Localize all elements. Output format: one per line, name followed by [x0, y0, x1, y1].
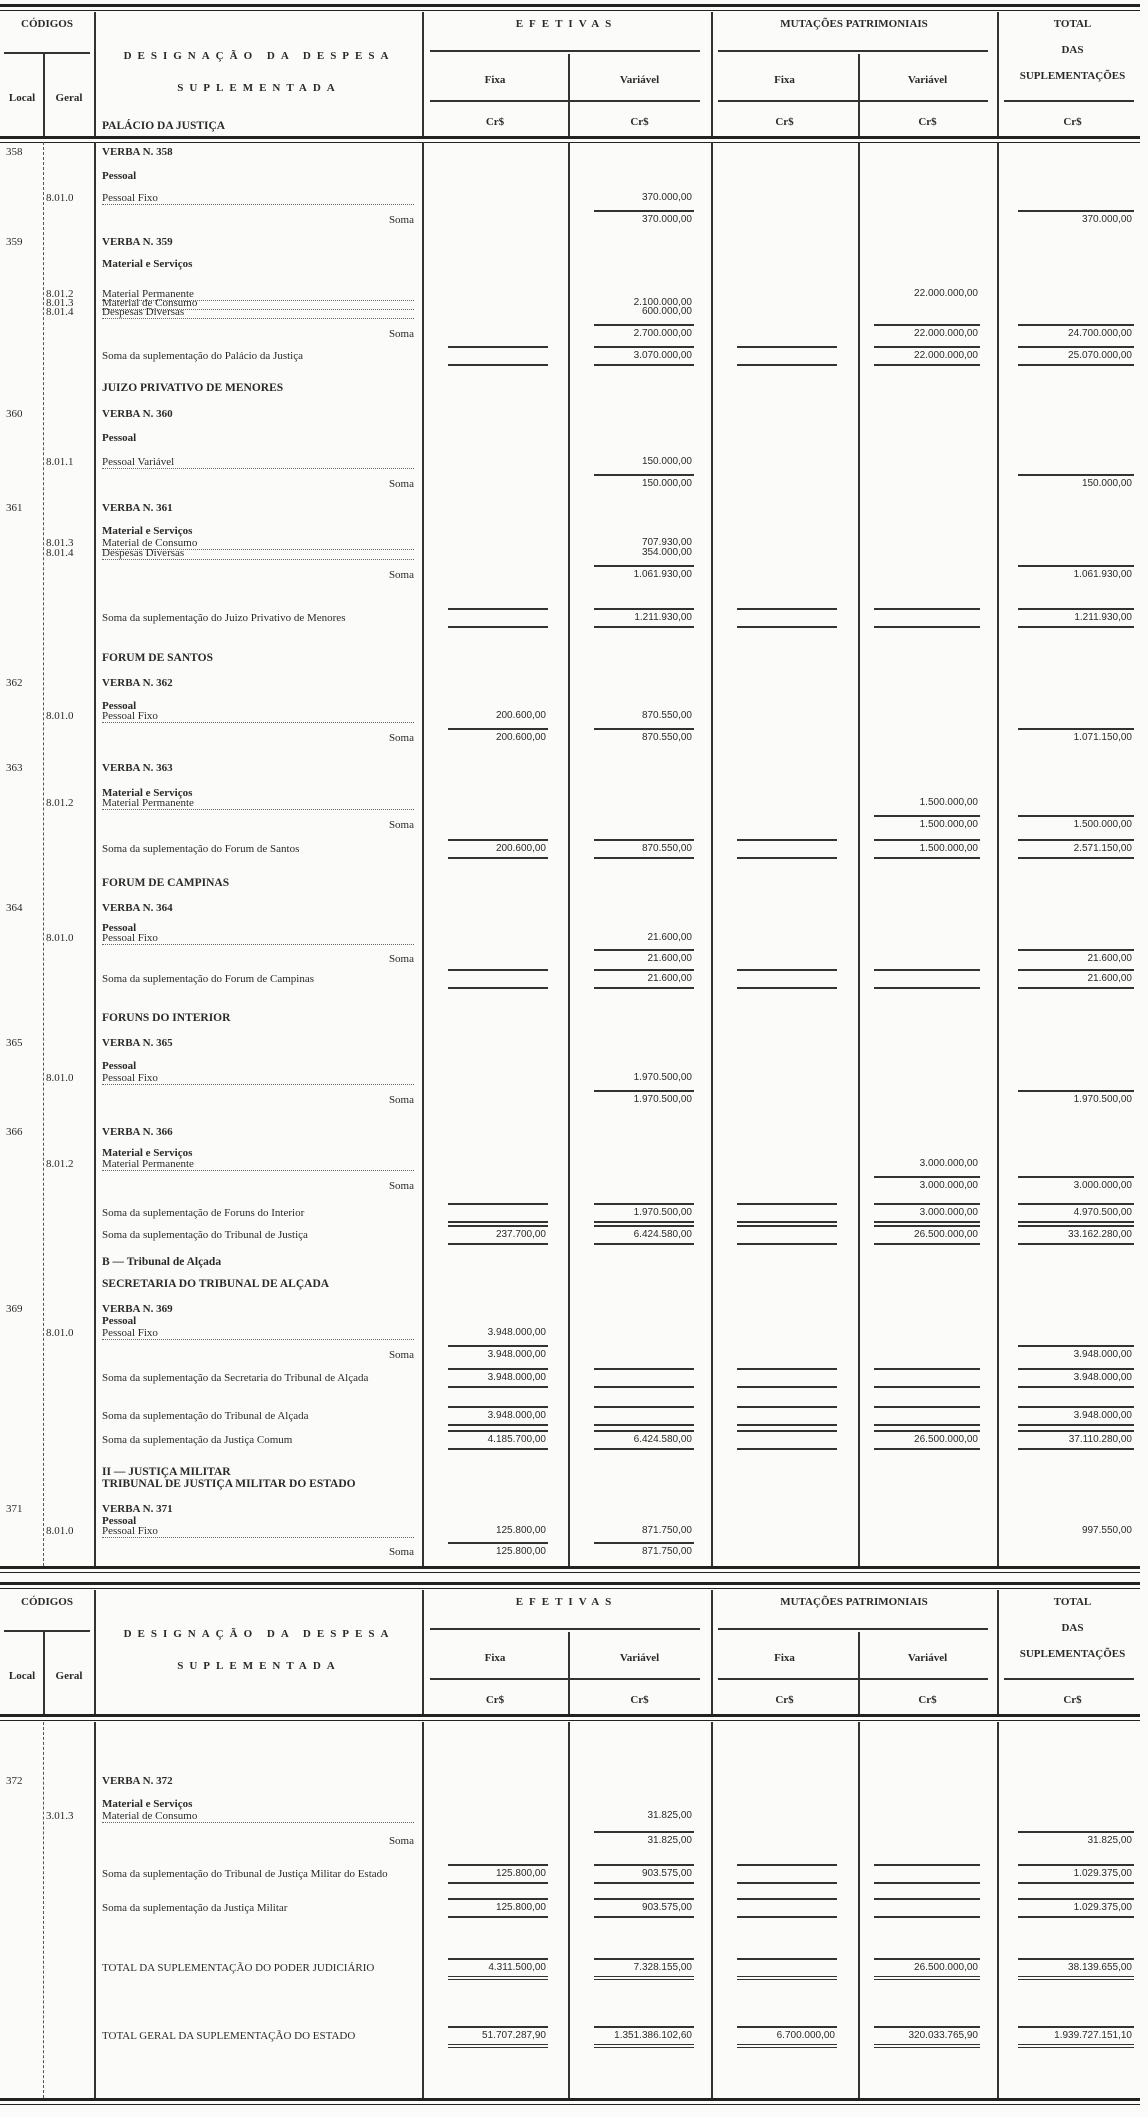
total-value: 31.825,00: [1018, 1831, 1134, 1847]
total-value: 1.211.930,00: [1018, 608, 1134, 628]
header-total-das: DAS: [1061, 44, 1084, 56]
expense-designation: VERBA N. 371: [102, 1503, 173, 1515]
efetivas-fixa-value: [448, 1203, 548, 1223]
expense-designation: VERBA N. 364: [102, 902, 173, 914]
total-value: 24.700.000,00: [1018, 324, 1134, 340]
efetivas-variavel-value: 370.000,00: [594, 210, 694, 226]
column-rule: [422, 1722, 424, 2098]
expense-designation: VERBA N. 363: [102, 762, 173, 774]
column-rule: [858, 1722, 860, 2098]
code-geral: 8.01.2: [46, 797, 74, 809]
expense-designation: Soma da suplementação do Palácio da Justiça: [102, 350, 303, 362]
expense-designation: Soma da suplementação da Secretaria do Tribunal de Alçada: [102, 1372, 369, 1384]
expense-designation: Soma: [388, 953, 414, 965]
expense-designation: Soma: [388, 1546, 414, 1558]
efetivas-fixa-value: 4.185.700,00: [448, 1430, 548, 1450]
efetivas-fixa-value: 51.707.287,90: [448, 2026, 548, 2048]
expense-designation: Pessoal: [102, 1315, 137, 1327]
expense-designation: PALÁCIO DA JUSTIÇA: [102, 120, 226, 132]
header-currency: Cr$: [918, 116, 937, 128]
mutacoes-fixa-value: [737, 1225, 837, 1245]
expense-designation: Soma da suplementação do Tribunal de Alçada: [102, 1410, 309, 1422]
total-value: 3.000.000,00: [1018, 1176, 1134, 1192]
expense-designation: Soma da suplementação do Tribunal de Justiça Militar do Estado: [102, 1868, 388, 1880]
total-value: 150.000,00: [1018, 474, 1134, 490]
efetivas-variavel-value: 871.750,00: [594, 1542, 694, 1558]
expense-designation: Material de Consumo: [102, 297, 414, 310]
efetivas-variavel-value: [594, 1406, 694, 1426]
expense-designation: Pessoal Fixo: [102, 192, 414, 205]
column-rule: [997, 142, 999, 1566]
expense-designation: Pessoal: [102, 1515, 137, 1527]
efetivas-fixa-value: 3.948.000,00: [448, 1406, 548, 1426]
expense-designation: VERBA N. 359: [102, 236, 173, 248]
efetivas-variavel-value: 2.100.000,00: [633, 297, 692, 308]
expense-designation: Soma da suplementação do Tribunal de Justiça: [102, 1229, 308, 1241]
efetivas-fixa-value: 4.311.500,00: [448, 1958, 548, 1980]
efetivas-fixa-value: 3.948.000,00: [487, 1327, 546, 1338]
mutacoes-fixa-value: [737, 346, 837, 366]
efetivas-variavel-value: 21.600,00: [647, 932, 692, 943]
header-geral: Geral: [55, 1670, 83, 1682]
header-designacao-2: SUPLEMENTADA: [177, 1660, 341, 1672]
expense-designation: Pessoal: [102, 432, 137, 444]
code-geral: 8.01.4: [46, 547, 74, 559]
mutacoes-variavel-value: 320.033.765,90: [874, 2026, 980, 2048]
code-local: 364: [6, 902, 23, 914]
code-local: 366: [6, 1126, 23, 1138]
expense-designation: Pessoal: [102, 922, 137, 934]
total-value: 1.939.727.151,10: [1018, 2026, 1134, 2048]
expense-designation: Material de Consumo: [102, 537, 414, 550]
expense-designation: TRIBUNAL DE JUSTIÇA MILITAR DO ESTADO: [102, 1478, 356, 1490]
code-geral: 8.01.0: [46, 710, 74, 722]
mutacoes-variavel-value: [874, 1864, 980, 1884]
expense-designation: Soma: [388, 732, 414, 744]
total-value: 33.162.280,00: [1018, 1225, 1134, 1245]
code-local: 361: [6, 502, 23, 514]
expense-designation: Soma da suplementação da Justiça Comum: [102, 1434, 293, 1446]
mutacoes-fixa-value: [737, 1958, 837, 1980]
efetivas-variavel-value: 6.424.580,00: [594, 1225, 694, 1245]
efetivas-variavel-value: 31.825,00: [647, 1810, 692, 1821]
total-value: 38.139.655,00: [1018, 1958, 1134, 1980]
total-value: 1.061.930,00: [1018, 565, 1134, 581]
expense-designation: JUIZO PRIVATIVO DE MENORES: [102, 382, 284, 394]
column-rule: [422, 142, 424, 1566]
code-geral: 8.01.4: [46, 306, 74, 318]
header-currency: Cr$: [630, 116, 649, 128]
efetivas-fixa-value: 3.948.000,00: [448, 1368, 548, 1388]
expense-designation: B — Tribunal de Alçada: [102, 1256, 222, 1268]
mutacoes-variavel-value: [874, 608, 980, 628]
efetivas-variavel-value: 7.328.155,00: [594, 1958, 694, 1980]
efetivas-variavel-value: 354.000,00: [641, 547, 692, 558]
expense-designation: Soma: [388, 1349, 414, 1361]
header-designacao: DESIGNAÇÃO DA DESPESA: [123, 1628, 395, 1640]
efetivas-fixa-value: 125.800,00: [448, 1542, 548, 1558]
expense-designation: Soma da suplementação do Forum de Campinas: [102, 973, 315, 985]
column-rule: [711, 1722, 713, 2098]
total-value: 21.600,00: [1018, 949, 1134, 965]
code-geral: 8.01.2: [46, 288, 74, 300]
expense-designation: VERBA N. 360: [102, 408, 173, 420]
total-value: 37.110.280,00: [1018, 1430, 1134, 1450]
mutacoes-variavel-value: 26.500.000,00: [874, 1958, 980, 1980]
column-rule: [43, 142, 44, 1566]
expense-designation: Soma: [388, 819, 414, 831]
mutacoes-variavel-value: 22.000.000,00: [874, 324, 980, 340]
total-value: 1.029.375,00: [1018, 1864, 1134, 1884]
efetivas-variavel-value: [594, 1368, 694, 1388]
efetivas-variavel-value: 1.351.386.102,60: [594, 2026, 694, 2048]
mutacoes-variavel-value: 3.000.000,00: [919, 1158, 978, 1169]
expense-designation: Material e Serviços: [102, 1798, 193, 1810]
expense-designation: Despesas Diversas: [102, 547, 414, 560]
expense-designation: Material e Serviços: [102, 1147, 193, 1159]
expense-designation: Soma: [388, 214, 414, 226]
mutacoes-variavel-value: [874, 1368, 980, 1388]
mutacoes-fixa-value: [737, 1898, 837, 1918]
header-local: Local: [8, 92, 36, 104]
total-value: 21.600,00: [1018, 969, 1134, 989]
efetivas-fixa-value: 125.800,00: [448, 1864, 548, 1884]
expense-designation: FORUNS DO INTERIOR: [102, 1012, 231, 1024]
total-value: 2.571.150,00: [1018, 839, 1134, 859]
total-value: 1.500.000,00: [1018, 815, 1134, 831]
efetivas-variavel-value: 1.061.930,00: [594, 565, 694, 581]
mutacoes-variavel-value: [874, 969, 980, 989]
efetivas-variavel-value: 21.600,00: [594, 969, 694, 989]
expense-designation: Soma: [388, 1835, 414, 1847]
expense-designation: Pessoal Fixo: [102, 1072, 414, 1085]
code-local: 362: [6, 677, 23, 689]
code-geral: 3.01.3: [46, 1810, 74, 1822]
expense-designation: Soma da suplementação de Foruns do Interior: [102, 1207, 305, 1219]
header-codigos: CÓDIGOS: [21, 18, 73, 30]
header-mutacoes: MUTAÇÕES PATRIMONIAIS: [780, 18, 928, 30]
code-local: 369: [6, 1303, 23, 1315]
mutacoes-variavel-value: 1.500.000,00: [874, 839, 980, 859]
efetivas-fixa-value: [448, 346, 548, 366]
efetivas-variavel-value: 3.070.000,00: [594, 346, 694, 366]
efetivas-variavel-value: 870.550,00: [594, 728, 694, 744]
code-geral: 8.01.0: [46, 1525, 74, 1537]
mutacoes-variavel-value: 26.500.000,00: [874, 1430, 980, 1450]
header-mutacoes-variavel: Variável: [907, 74, 948, 86]
expense-designation: TOTAL GERAL DA SUPLEMENTAÇÃO DO ESTADO: [102, 2030, 356, 2042]
expense-designation: Pessoal Fixo: [102, 932, 414, 945]
efetivas-fixa-value: 125.800,00: [495, 1525, 546, 1536]
header-currency: Cr$: [1063, 116, 1082, 128]
header-total-suplementacoes: SUPLEMENTAÇÕES: [1019, 1648, 1126, 1660]
efetivas-variavel-value: 1.970.500,00: [633, 1072, 692, 1083]
expense-designation: Soma: [388, 478, 414, 490]
efetivas-variavel-value: 6.424.580,00: [594, 1430, 694, 1450]
expense-designation: Material Permanente: [102, 1158, 414, 1171]
code-local: 360: [6, 408, 23, 420]
mutacoes-variavel-value: 22.000.000,00: [914, 288, 978, 299]
header-currency: Cr$: [1063, 1694, 1082, 1706]
efetivas-variavel-value: 870.550,00: [641, 710, 692, 721]
expense-designation: TOTAL DA SUPLEMENTAÇÃO DO PODER JUDICIÁRIO: [102, 1962, 375, 1974]
expense-designation: Material e Serviços: [102, 787, 193, 799]
header-codigos: CÓDIGOS: [21, 1596, 73, 1608]
efetivas-variavel-value: 31.825,00: [594, 1831, 694, 1847]
efetivas-variavel-value: 21.600,00: [594, 949, 694, 965]
efetivas-variavel-value: 903.575,00: [594, 1898, 694, 1918]
code-geral: 8.01.3: [46, 537, 74, 549]
efetivas-variavel-value: 1.211.930,00: [594, 608, 694, 628]
efetivas-variavel-value: 2.700.000,00: [594, 324, 694, 340]
expense-designation: II — JUSTIÇA MILITAR: [102, 1466, 231, 1478]
code-geral: 8.01.3: [46, 297, 74, 309]
total-value: 4.970.500,00: [1018, 1203, 1134, 1223]
mutacoes-fixa-value: [737, 1203, 837, 1223]
code-geral: 8.01.0: [46, 932, 74, 944]
expense-designation: SECRETARIA DO TRIBUNAL DE ALÇADA: [102, 1278, 330, 1290]
column-rule: [94, 1722, 96, 2098]
expense-designation: Material e Serviços: [102, 525, 193, 537]
efetivas-fixa-value: 237.700,00: [448, 1225, 548, 1245]
header-currency: Cr$: [775, 116, 794, 128]
header-currency: Cr$: [918, 1694, 937, 1706]
efetivas-variavel-value: 150.000,00: [641, 456, 692, 467]
expense-designation: FORUM DE SANTOS: [102, 652, 213, 664]
header-designacao: DESIGNAÇÃO DA DESPESA: [123, 50, 395, 62]
expense-designation: Soma da suplementação da Justiça Militar: [102, 1902, 288, 1914]
expense-designation: VERBA N. 372: [102, 1775, 173, 1787]
efetivas-variavel-value: 600.000,00: [641, 306, 692, 317]
efetivas-variavel-value: 1.970.500,00: [594, 1090, 694, 1106]
efetivas-fixa-value: 125.800,00: [448, 1898, 548, 1918]
mutacoes-variavel-value: 26.500.000,00: [874, 1225, 980, 1245]
efetivas-variavel-value: 903.575,00: [594, 1864, 694, 1884]
code-local: 358: [6, 146, 23, 158]
total-value: 3.948.000,00: [1018, 1368, 1134, 1388]
header-mutacoes-fixa: Fixa: [774, 74, 795, 86]
expense-designation: VERBA N. 369: [102, 1303, 173, 1315]
expense-designation: Pessoal Fixo: [102, 710, 414, 723]
code-geral: 8.01.0: [46, 192, 74, 204]
header-total: TOTAL: [1053, 18, 1092, 30]
expense-designation: Pessoal Fixo: [102, 1327, 414, 1340]
total-value: 997.550,00: [1081, 1525, 1132, 1536]
column-rule: [711, 142, 713, 1566]
code-geral: 8.01.1: [46, 456, 74, 468]
total-value: 1.071.150,00: [1018, 728, 1134, 744]
header-efetivas-variavel: Variável: [619, 1652, 660, 1664]
expense-designation: VERBA N. 362: [102, 677, 173, 689]
code-local: 359: [6, 236, 23, 248]
efetivas-fixa-value: 3.948.000,00: [448, 1345, 548, 1361]
efetivas-fixa-value: [448, 608, 548, 628]
header-total: TOTAL: [1053, 1596, 1092, 1608]
efetivas-fixa-value: 200.600,00: [495, 710, 546, 721]
header-currency: Cr$: [630, 1694, 649, 1706]
expense-designation: Pessoal: [102, 1060, 137, 1072]
table-bottom-rule: [0, 1566, 1140, 1573]
header-efetivas-variavel: Variável: [619, 74, 660, 86]
code-local: 371: [6, 1503, 23, 1515]
expense-designation: Soma: [388, 328, 414, 340]
mutacoes-fixa-value: [737, 1406, 837, 1426]
mutacoes-variavel-value: 1.500.000,00: [919, 797, 978, 808]
expense-designation: VERBA N. 361: [102, 502, 173, 514]
expense-designation: Soma: [388, 1180, 414, 1192]
mutacoes-fixa-value: [737, 1430, 837, 1450]
header-geral: Geral: [55, 92, 83, 104]
efetivas-variavel-value: 370.000,00: [641, 192, 692, 203]
table-bottom-rule: [0, 2098, 1140, 2105]
mutacoes-variavel-value: [874, 1406, 980, 1426]
header-mutacoes-fixa: Fixa: [774, 1652, 795, 1664]
expense-designation: Material Permanente: [102, 288, 414, 301]
column-rule: [568, 1722, 570, 2098]
efetivas-fixa-value: 200.600,00: [448, 839, 548, 859]
mutacoes-fixa-value: [737, 969, 837, 989]
expense-designation: Soma da suplementação do Juizo Privativo de Menores: [102, 612, 346, 624]
column-rule: [94, 142, 96, 1566]
code-geral: 8.01.0: [46, 1072, 74, 1084]
efetivas-fixa-value: 200.600,00: [448, 728, 548, 744]
column-rule: [568, 142, 570, 1566]
column-rule: [997, 1722, 999, 2098]
total-value: 1.029.375,00: [1018, 1898, 1134, 1918]
expense-designation: Material de Consumo: [102, 1810, 414, 1823]
code-geral: 8.01.0: [46, 1327, 74, 1339]
mutacoes-variavel-value: 1.500.000,00: [874, 815, 980, 831]
header-efetivas: EFETIVAS: [515, 1596, 618, 1608]
expense-designation: VERBA N. 365: [102, 1037, 173, 1049]
header-efetivas-fixa: Fixa: [484, 1652, 506, 1664]
code-local: 372: [6, 1775, 23, 1787]
expense-designation: Despesas Diversas: [102, 306, 414, 319]
efetivas-variavel-value: 1.970.500,00: [594, 1203, 694, 1223]
mutacoes-fixa-value: [737, 1368, 837, 1388]
header-total-das: DAS: [1061, 1622, 1084, 1634]
header-mutacoes: MUTAÇÕES PATRIMONIAIS: [780, 1596, 928, 1608]
expense-designation: Soma: [388, 569, 414, 581]
mutacoes-fixa-value: [737, 839, 837, 859]
expense-designation: Pessoal: [102, 700, 137, 712]
header-designacao-2: SUPLEMENTADA: [177, 82, 341, 94]
mutacoes-variavel-value: 22.000.000,00: [874, 346, 980, 366]
mutacoes-fixa-value: [737, 608, 837, 628]
header-efetivas-fixa: Fixa: [484, 74, 506, 86]
expense-designation: FORUM DE CAMPINAS: [102, 877, 230, 889]
expense-designation: VERBA N. 366: [102, 1126, 173, 1138]
total-value: 1.970.500,00: [1018, 1090, 1134, 1106]
mutacoes-variavel-value: 3.000.000,00: [874, 1176, 980, 1192]
efetivas-variavel-value: 871.750,00: [641, 1525, 692, 1536]
header-currency: Cr$: [485, 1694, 505, 1706]
header-local: Local: [8, 1670, 36, 1682]
column-rule: [858, 142, 860, 1566]
expense-designation: Material e Serviços: [102, 258, 193, 270]
mutacoes-fixa-value: [737, 1864, 837, 1884]
header-efetivas: EFETIVAS: [515, 18, 618, 30]
header-total-suplementacoes: SUPLEMENTAÇÕES: [1019, 70, 1126, 82]
total-value: 3.948.000,00: [1018, 1345, 1134, 1361]
total-value: 3.948.000,00: [1018, 1406, 1134, 1426]
expense-designation: Pessoal Fixo: [102, 1525, 414, 1538]
header-mutacoes-variavel: Variável: [907, 1652, 948, 1664]
expense-designation: Material Permanente: [102, 797, 414, 810]
expense-designation: Soma da suplementação do Forum de Santos: [102, 843, 300, 855]
code-local: 365: [6, 1037, 23, 1049]
header-currency: Cr$: [485, 116, 505, 128]
efetivas-fixa-value: [448, 969, 548, 989]
efetivas-variavel-value: 707.930,00: [641, 537, 692, 548]
efetivas-variavel-value: 870.550,00: [594, 839, 694, 859]
expense-designation: Soma: [388, 1094, 414, 1106]
mutacoes-fixa-value: 6.700.000,00: [737, 2026, 837, 2048]
header-currency: Cr$: [775, 1694, 794, 1706]
total-value: 25.070.000,00: [1018, 346, 1134, 366]
efetivas-variavel-value: 150.000,00: [594, 474, 694, 490]
total-value: 370.000,00: [1018, 210, 1134, 226]
expense-designation: VERBA N. 358: [102, 146, 173, 158]
mutacoes-variavel-value: 3.000.000,00: [874, 1203, 980, 1223]
expense-designation: Pessoal: [102, 170, 137, 182]
mutacoes-variavel-value: [874, 1898, 980, 1918]
code-local: 363: [6, 762, 23, 774]
column-rule: [43, 1722, 44, 2098]
code-geral: 8.01.2: [46, 1158, 74, 1170]
expense-designation: Pessoal Variável: [102, 456, 414, 469]
